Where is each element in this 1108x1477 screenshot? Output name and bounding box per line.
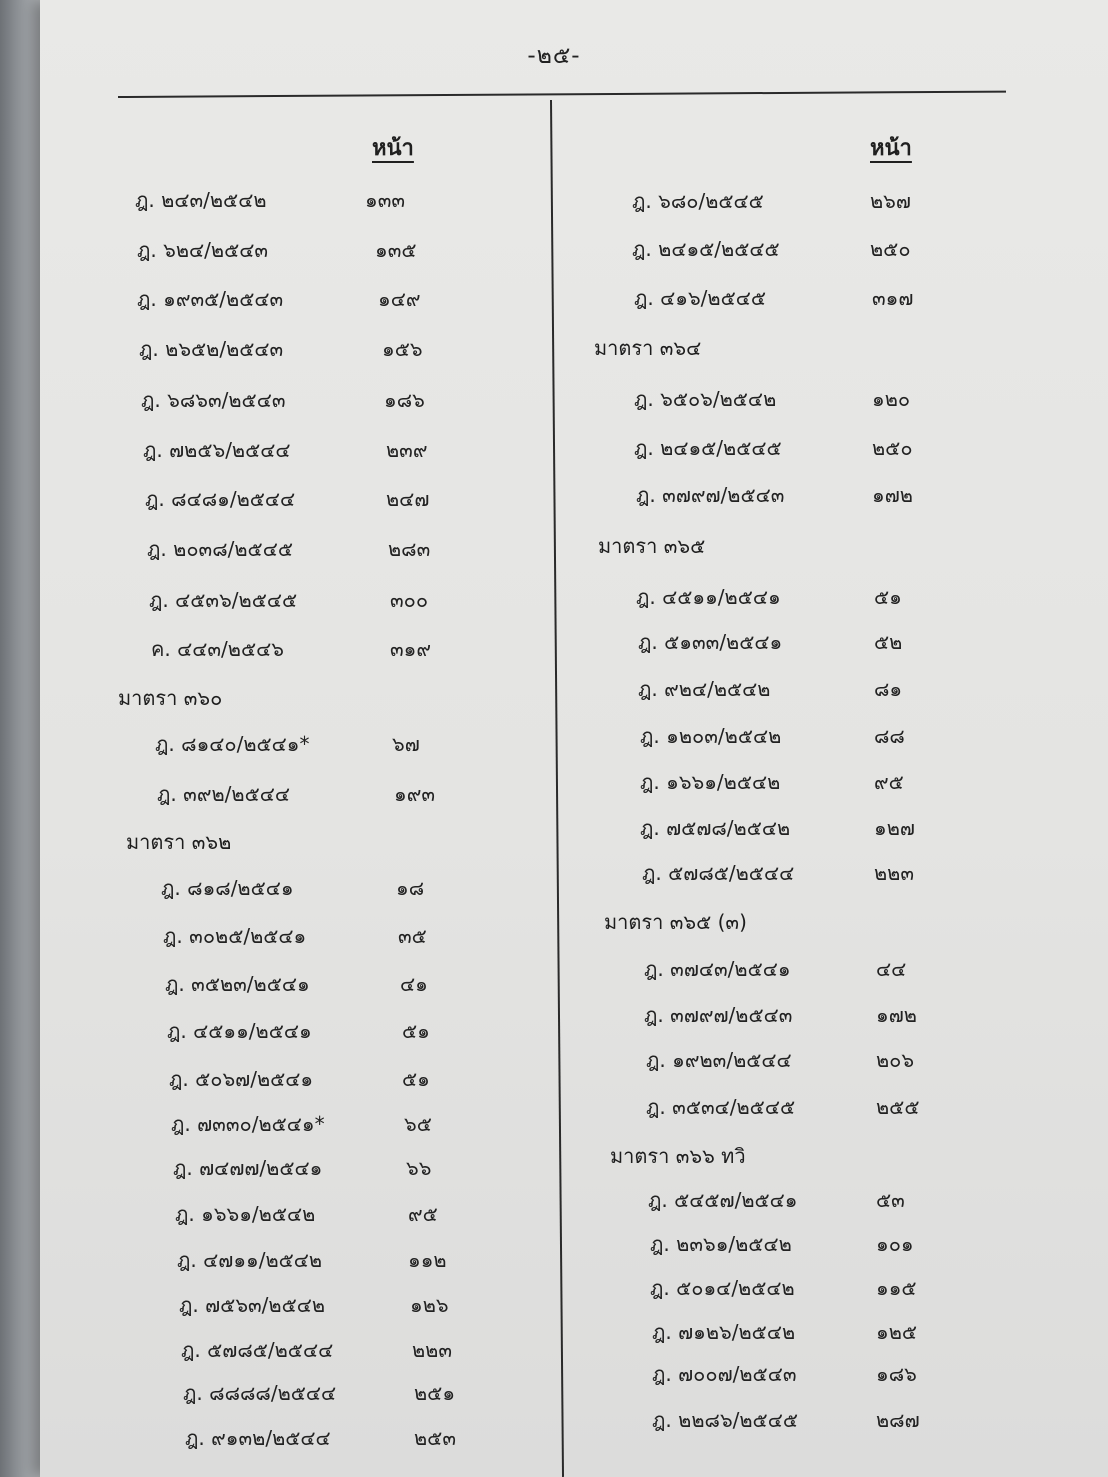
case-number: ฎ. ๔๗๑๑/๒๕๔๒ — [177, 1248, 323, 1272]
section-heading: มาตรา ๓๖๖ ทวิ — [610, 1144, 746, 1168]
page-reference: ๒๒๓ — [412, 1338, 453, 1362]
section-heading: มาตรา ๓๖๕ — [598, 534, 706, 558]
case-number: ฎ. ๓๕๒๓/๒๕๔๑ — [165, 972, 310, 996]
page-reference: ๑๘๖ — [384, 388, 425, 412]
case-number: ฎ. ๔๕๑๑/๒๕๔๑ — [167, 1019, 312, 1043]
page-reference: ๖๕ — [404, 1112, 432, 1136]
case-number: ฎ. ๕๗๘๕/๒๕๔๔ — [642, 861, 795, 885]
case-number: ฎ. ๘๘๘๘/๒๕๔๔ — [183, 1381, 337, 1405]
case-number: ฎ. ๒๔๑๕/๒๕๔๕ — [632, 237, 780, 261]
case-number: ค. ๔๔๓/๒๕๔๖ — [151, 637, 284, 661]
case-number: ฎ. ๓๗๙๗/๒๕๔๓ — [636, 483, 785, 507]
case-number: ฎ. ๕๑๓๓/๒๕๔๑ — [638, 630, 783, 654]
page-reference: ๒๕๓ — [414, 1426, 456, 1450]
case-number: ฎ. ๖๘๐/๒๕๔๕ — [632, 189, 764, 213]
page-reference: ๘๑ — [874, 677, 903, 701]
case-number: ฎ. ๑๖๖๑/๒๕๔๒ — [640, 770, 781, 794]
page-reference: ๓๐๐ — [390, 588, 429, 612]
page-reference: ๑๑๕ — [876, 1276, 917, 1300]
page-reference: ๑๒๗ — [874, 816, 915, 840]
case-number: ฎ. ๒๒๘๖/๒๕๔๕ — [652, 1408, 798, 1432]
page-reference: ๑๕๖ — [382, 337, 423, 361]
page-reference: ๙๕ — [874, 770, 904, 794]
case-number: ฎ. ๑๒๐๓/๒๕๔๒ — [640, 724, 782, 748]
page-number: -๒๕- — [527, 43, 581, 69]
page-reference: ๔๔ — [876, 957, 907, 981]
page-reference: ๒๓๙ — [386, 438, 428, 462]
case-number: ฎ. ๒๔๑๕/๒๕๔๕ — [634, 436, 782, 460]
page-reference: ๑๓๕ — [375, 238, 417, 262]
page-reference: ๕๑ — [402, 1067, 430, 1091]
page-reference: ๒๐๖ — [876, 1048, 915, 1072]
case-number: ฎ. ๑๙๓๕/๒๕๔๓ — [137, 287, 284, 311]
case-number: ฎ. ๖๒๔/๒๕๔๓ — [137, 238, 269, 262]
case-number: ฎ. ๒๔๓/๒๕๔๒ — [135, 188, 267, 212]
case-number: ฎ. ๑๙๒๓/๒๕๔๔ — [646, 1048, 792, 1072]
page-reference: ๑๓๓ — [365, 188, 406, 212]
case-number: ฎ. ๘๔๘๑/๒๕๔๔ — [145, 487, 296, 511]
page-reference: ๕๑ — [874, 585, 902, 609]
page-reference: ๑๔๙ — [378, 287, 421, 311]
page-reference: ๓๕ — [398, 924, 427, 948]
page-reference: ๒๕๑ — [414, 1381, 456, 1405]
case-number: ฎ. ๗๕๖๓/๒๕๔๒ — [179, 1293, 326, 1317]
page-reference: ๕๑ — [402, 1019, 430, 1043]
page-reference: ๒๖๗ — [870, 189, 911, 213]
page-reference: ๓๑๗ — [872, 286, 914, 310]
case-number: ฎ. ๖๘๖๓/๒๕๔๓ — [141, 388, 286, 412]
page-reference: ๙๕ — [408, 1202, 438, 1226]
page-reference: ๒๕๐ — [872, 436, 913, 460]
page-reference: ๑๗๒ — [872, 483, 913, 507]
case-number: ฎ. ๗๓๓๐/๒๕๔๑* — [171, 1112, 325, 1136]
page-reference: ๖๖ — [406, 1156, 432, 1180]
section-heading: มาตรา ๓๖๒ — [126, 830, 232, 854]
page-reference: ๑๒๐ — [872, 387, 911, 411]
case-number: ฎ. ๕๐๑๔/๒๕๔๒ — [650, 1276, 795, 1300]
page-reference: ๑๗๒ — [876, 1003, 917, 1027]
page-reference: ๔๑ — [400, 972, 428, 996]
case-number: ฎ. ๒๖๕๒/๒๕๔๓ — [139, 337, 284, 361]
case-number: ฎ. ๘๑๔๐/๒๕๔๑* — [155, 732, 310, 756]
page-reference: ๒๘๗ — [876, 1408, 920, 1432]
page-reference: ๑๘ — [396, 876, 425, 900]
page-reference: ๑๒๖ — [410, 1293, 449, 1317]
page-reference: ๑๒๕ — [876, 1320, 918, 1344]
page-reference: ๒๕๕ — [876, 1095, 920, 1119]
case-number: ฎ. ๗๑๒๖/๒๕๔๒ — [652, 1320, 796, 1344]
page-reference: ๘๘ — [874, 724, 905, 748]
case-number: ฎ. ๗๔๗๗/๒๕๔๑ — [173, 1156, 323, 1180]
page-reference: ๕๒ — [874, 630, 903, 654]
case-number: ฎ. ๗๒๕๖/๒๕๔๔ — [143, 438, 291, 462]
page-reference: ๑๘๖ — [876, 1362, 917, 1386]
case-number: ฎ. ๕๗๘๕/๒๕๔๔ — [181, 1338, 334, 1362]
page-reference: ๑๑๒ — [408, 1248, 447, 1272]
left-page-header: หน้า — [372, 136, 414, 161]
page-reference: ๒๘๓ — [388, 537, 431, 561]
case-number: ฎ. ๙๒๔/๒๕๔๒ — [638, 677, 771, 701]
page-reference: ๒๕๐ — [870, 237, 911, 261]
page-reference: ๒๒๓ — [874, 861, 915, 885]
case-number: ฎ. ๖๕๐๖/๒๕๔๒ — [634, 387, 777, 411]
case-number: ฎ. ๓๙๒/๒๕๔๔ — [157, 782, 290, 806]
right-page-header: หน้า — [870, 136, 912, 161]
case-number: ฎ. ๕๔๕๗/๒๕๔๑ — [648, 1188, 798, 1212]
page-reference: ๑๙๓ — [394, 782, 436, 806]
page-reference: ๕๓ — [876, 1188, 905, 1212]
page-reference: ๑๐๑ — [876, 1232, 914, 1256]
case-number: ฎ. ๑๖๖๑/๒๕๔๒ — [175, 1202, 316, 1226]
case-number: ฎ. ๓๗๙๗/๒๕๔๓ — [644, 1003, 793, 1027]
case-number: ฎ. ๔๑๖/๒๕๔๕ — [634, 286, 767, 310]
page-reference: ๓๑๙ — [390, 637, 432, 661]
case-number: ฎ. ๔๕๓๖/๒๕๔๕ — [149, 588, 298, 612]
case-number: ฎ. ๓๐๒๕/๒๕๔๑ — [163, 924, 307, 948]
case-number: ฎ. ๔๕๑๑/๒๕๔๑ — [636, 585, 781, 609]
case-number: ฎ. ๙๑๓๒/๒๕๔๔ — [185, 1426, 331, 1450]
case-number: ฎ. ๗๐๐๗/๒๕๔๓ — [652, 1362, 797, 1386]
page-reference: ๖๗ — [392, 732, 420, 756]
section-heading: มาตรา ๓๖๔ — [594, 336, 702, 360]
case-number: ฎ. ๕๐๖๗/๒๕๔๑ — [169, 1067, 314, 1091]
case-number: ฎ. ๘๑๘/๒๕๔๑ — [161, 876, 294, 900]
case-number: ฎ. ๒๓๖๑/๒๕๔๒ — [650, 1232, 792, 1256]
page-reference: ๒๔๗ — [386, 487, 430, 511]
case-number: ฎ. ๒๐๓๘/๒๕๔๕ — [147, 537, 293, 561]
case-number: ฎ. ๗๕๗๘/๒๕๔๒ — [640, 816, 791, 840]
section-heading: มาตรา ๓๖๐ — [118, 686, 223, 710]
section-heading: มาตรา ๓๖๕ (๓) — [604, 910, 747, 934]
case-number: ฎ. ๓๕๓๔/๒๕๔๕ — [646, 1095, 796, 1119]
case-number: ฎ. ๓๗๔๓/๒๕๔๑ — [644, 957, 791, 981]
